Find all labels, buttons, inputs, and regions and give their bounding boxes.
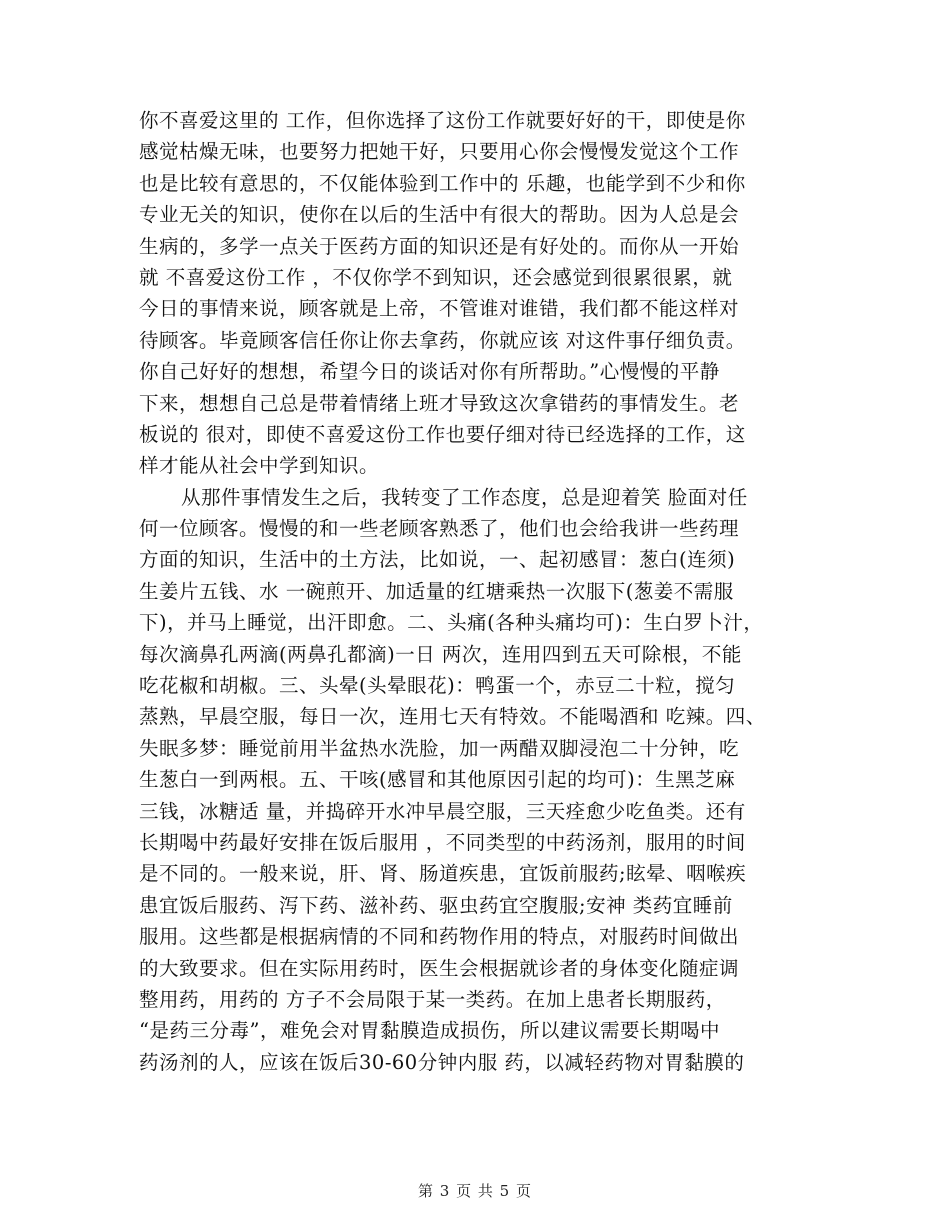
text-line: 生病的，多学一点关于医药方面的知识还是有好处的。而你从一开始: [139, 234, 740, 258]
text-line: 生姜片五钱、水 一碗煎开、加适量的红塘乘热一次服下(葱姜不需服: [139, 579, 734, 603]
text-line: 药汤剂的人，应该在饭后30-60分钟内服 药，以减轻药物对胃黏膜的: [139, 1050, 745, 1074]
text-line: 整用药，用药的 方子不会局限于某一类药。在加上患者长期服药，: [139, 987, 726, 1011]
text-line: 患宜饭后服药、泻下药、滋补药、驱虫药宜空腹服;安神 类药宜睡前: [139, 893, 733, 917]
page-number-footer: 第 3 页 共 5 页: [418, 1182, 532, 1200]
text-line: 也是比较有意思的，不仅能体验到工作中的 乐趣，也能学到不少和你: [139, 171, 746, 195]
text-line: 何一位顾客。慢慢的和一些老顾客熟悉了，他们也会给我讲一些药理: [139, 517, 740, 541]
text-line: 生葱白一到两根。五、干咳(感冒和其他原因引起的均可)：生黑芝麻: [139, 768, 736, 792]
text-line: 每次滴鼻孔两滴(两鼻孔都滴)一日 两次，连用四到五天可除根，不能: [139, 642, 742, 666]
text-line: 今日的事情来说，顾客就是上帝，不管谁对谁错，我们都不能这样对: [139, 297, 740, 321]
text-line: 你自己好好的想想，希望今日的谈话对你有所帮助。”心慢慢的平静: [139, 360, 720, 384]
text-line: 的大致要求。但在实际用药时，医生会根据就诊者的身体变化随症调: [139, 956, 740, 980]
text-line: 下)，并马上睡觉，出汗即愈。二、头痛(各种头痛均可)：生白罗卜汁，: [139, 611, 764, 635]
text-line: 方面的知识，生活中的土方法，比如说，一、起初感冒：葱白(连须): [139, 548, 736, 572]
text-line: 长期喝中药最好安排在饭后服用 ，不同类型的中药汤剂，服用的时间: [139, 830, 746, 854]
text-line: 是不同的。一般来说，肝、肾、肠道疾患，宜饭前服药;眩晕、咽喉疾: [139, 862, 747, 886]
text-line: 失眠多梦：睡觉前用半盆热水洗脸，加一两醋双脚浸泡二十分钟，吃: [139, 736, 740, 760]
text-line: 就 不喜爱这份工作 ，不仅你学不到知识，还会感觉到很累很累，就: [139, 265, 733, 289]
text-line: 板说的 很对，即使不喜爱这份工作也要仔细对待已经选择的工作，这: [139, 422, 746, 446]
text-line: 待顾客。毕竟顾客信任你让你去拿药，你就应该 对这件事仔细负责。: [139, 328, 746, 352]
body-text: [139, 105, 819, 1078]
text-line: 吃花椒和胡椒。三、头晕(头晕眼花)：鸭蛋一个，赤豆二十粒，搅匀: [139, 674, 736, 698]
text-line: 样才能从社会中学到知识。: [139, 454, 380, 478]
text-line: 你不喜爱这里的 工作，但你选择了这份工作就要好好的干，即使是你: [139, 109, 746, 132]
text-line: 感觉枯燥无味，也要努力把她干好，只要用心你会慢慢发觉这个工作: [139, 140, 740, 164]
paragraph-start-line: 从那件事情发生之后，我转变了工作态度，总是迎着笑 脸面对任: [181, 485, 748, 509]
text-line: 蒸熟，早晨空服，每日一次，连用七天有特效。不能喝酒和 吃辣。四、: [139, 705, 766, 729]
text-line: 服用。这些都是根据病情的不同和药物作用的特点，对服药时间做出: [139, 925, 740, 949]
text-line: 下来，想想自己总是带着情绪上班才导致这次拿错药的事情发生。老: [139, 391, 740, 415]
text-line: “是药三分毒”，难免会对胃黏膜造成损伤，所以建议需要长期喝中: [139, 1019, 720, 1043]
text-line: 专业无关的知识，使你在以后的生活中有很大的帮助。因为人总是会: [139, 203, 740, 227]
text-line: 三钱，冰糖适 量，并捣碎开水冲早晨空服，三天痊愈少吃鱼类。还有: [139, 799, 746, 823]
